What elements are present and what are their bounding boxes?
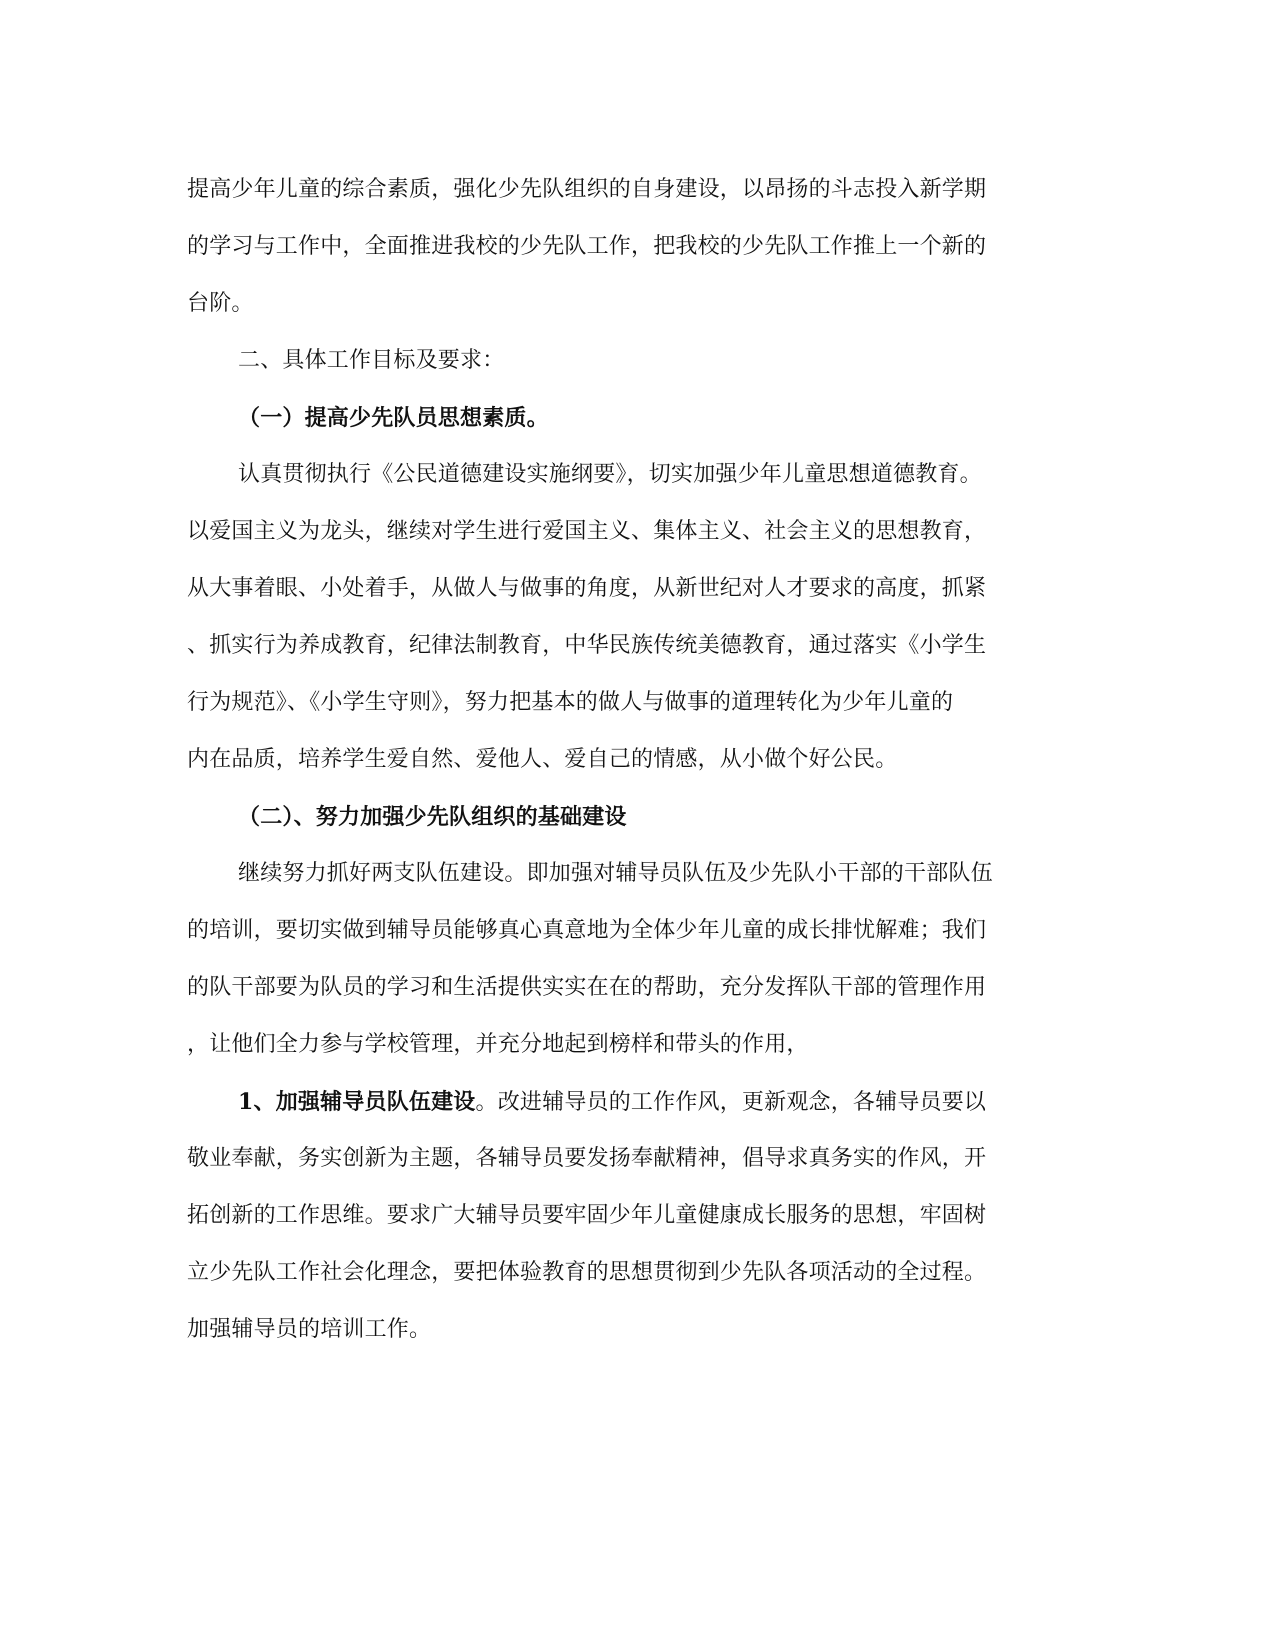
paragraph-line: 认真贯彻执行《公民道德建设实施纲要》，切实加强少年儿童思想道德教育。 — [238, 462, 982, 487]
paragraph-line: 内在品质，培养学生爱自然、爱他人、爱自己的情感，从小做个好公民。 — [187, 747, 898, 772]
paragraph-line: 从大事着眼、小处着手，从做人与做事的角度，从新世纪对人才要求的高度，抓紧 — [187, 576, 987, 601]
paragraph-line: 台阶。 — [187, 291, 254, 316]
paragraph-line: 提高少年儿童的综合素质，强化少先队组织的自身建设，以昂扬的斗志投入新学期 — [187, 177, 987, 202]
paragraph-line: 继续努力抓好两支队伍建设。即加强对辅导员队伍及少先队小干部的干部队伍 — [238, 861, 993, 886]
paragraph-line: 敬业奉献，务实创新为主题，各辅导员要发扬奉献精神，倡导求真务实的作风，开 — [187, 1146, 987, 1171]
subsection-heading: （二）、努力加强少先队组织的基础建设 — [238, 804, 627, 830]
paragraph-line: 立少先队工作社会化理念，要把体验教育的思想贯彻到少先队各项活动的全过程。 — [187, 1260, 987, 1285]
paragraph-line: 行为规范》、《小学生守则》，努力把基本的做人与做事的道理转化为少年儿童的 — [187, 690, 954, 715]
numbered-item-text: 。改进辅导员的工作作风，更新观念，各辅导员要以 — [475, 1090, 987, 1115]
numbered-item-heading: 1、加强辅导员队伍建设 — [238, 1089, 476, 1115]
paragraph-line: 的队干部要为队员的学习和生活提供实实在在的帮助，充分发挥队干部的管理作用 — [187, 975, 987, 1000]
paragraph-line: 以爱国主义为龙头，继续对学生进行爱国主义、集体主义、社会主义的思想教育， — [187, 519, 987, 544]
paragraph-line: ，让他们全力参与学校管理，并充分地起到榜样和带头的作用， — [187, 1032, 809, 1057]
paragraph-line: 、抓实行为养成教育，纪律法制教育，中华民族传统美德教育，通过落实《小学生 — [187, 633, 987, 658]
paragraph-line: 加强辅导员的培训工作。 — [187, 1317, 432, 1342]
paragraph-line: 的学习与工作中，全面推进我校的少先队工作，把我校的少先队工作推上一个新的 — [187, 234, 987, 259]
subsection-heading: （一）提高少先队员思想素质。 — [238, 405, 549, 431]
paragraph-line: 的培训，要切实做到辅导员能够真心真意地为全体少年儿童的成长排忧解难；我们 — [187, 918, 987, 943]
section-heading: 二、具体工作目标及要求： — [238, 348, 505, 373]
paragraph-line: 拓创新的工作思维。要求广大辅导员要牢固少年儿童健康成长服务的思想，牢固树 — [187, 1203, 987, 1228]
numbered-paragraph-line — [238, 1087, 986, 1118]
